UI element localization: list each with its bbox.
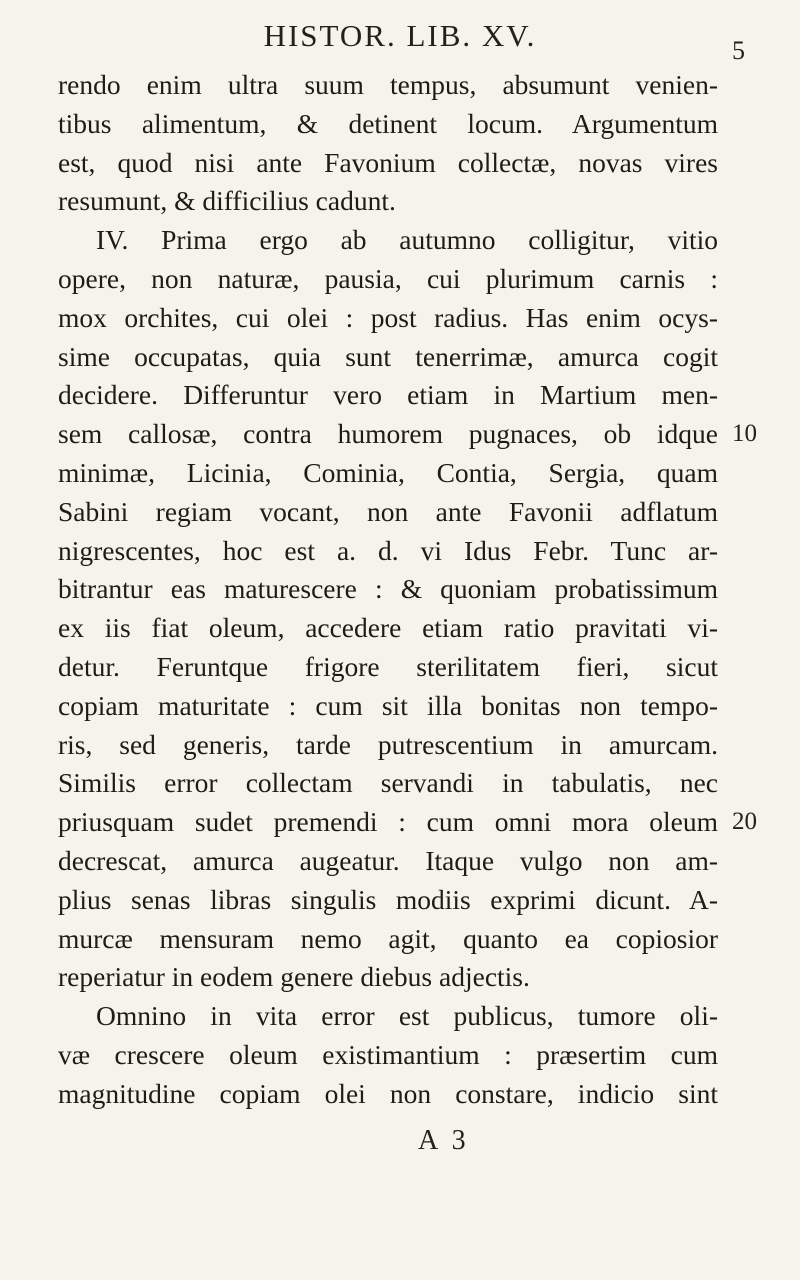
text-line: reperiatur in eodem genere diebus adjectis.: [58, 961, 530, 993]
text-line: est, quod nisi ante Favonium collectæ, novas vires: [58, 146, 718, 178]
margin-line-number: 10: [732, 420, 757, 447]
text-line: copiam maturitate : cum sit illa bonitas non tempo-: [58, 689, 718, 721]
text-line: ris, sed generis, tarde putrescentium in amurcam.: [58, 728, 718, 760]
text-line: Similis error collectam servandi in tabulatis, nec: [58, 767, 718, 799]
text-line: resumunt, & difficilius cadunt.: [58, 185, 396, 217]
text-line: bitrantur eas maturescere : & quoniam probatissimum: [58, 573, 718, 605]
running-title: HISTOR. LIB. XV.: [263, 18, 537, 53]
text-line: magnitudine copiam olei non constare, indicio sint: [58, 1077, 718, 1109]
text-line: Sabini regiam vocant, non ante Favonii adflatum: [58, 495, 718, 527]
text-line: decidere. Differuntur vero etiam in Martium men-: [58, 379, 718, 411]
text-line: ex iis fiat oleum, accedere etiam ratio pravitati vi-: [58, 612, 718, 644]
text-line: detur. Feruntque frigore sterilitatem fieri, sicut: [58, 650, 718, 682]
text-line: murcæ mensuram nemo agit, quanto ea copiosior: [58, 922, 718, 954]
text-line: minimæ, Licinia, Cominia, Contia, Sergia, quam: [58, 456, 718, 488]
text-line: sime occupatas, quia sunt tenerrimæ, amurca cogit: [58, 340, 718, 372]
signature-mark: A 3: [418, 1125, 470, 1156]
text-line: rendo enim ultra suum tempus, absumunt venien-: [58, 69, 718, 100]
text-line: IV. Prima ergo ab autumno colligitur, vitio: [96, 224, 718, 256]
body-text: [58, 66, 718, 1114]
page-number: 5: [732, 36, 745, 65]
text-line: decrescat, amurca augeatur. Itaque vulgo non am-: [58, 844, 718, 876]
text-line: Omnino in vita error est publicus, tumore oli-: [96, 1000, 718, 1032]
margin-line-number: 20: [732, 808, 757, 835]
text-line: opere, non naturæ, pausia, cui plurimum carnis :: [58, 262, 718, 294]
text-line: tibus alimentum, & detinent locum. Argumentum: [58, 107, 718, 139]
text-line: nigrescentes, hoc est a. d. vi Idus Febr. Tunc ar-: [58, 534, 718, 566]
text-line: priusquam sudet premendi : cum omni mora oleum: [58, 806, 718, 838]
text-line: mox orchites, cui olei : post radius. Has enim ocys-: [58, 301, 718, 333]
text-line: væ crescere oleum existimantium : præsertim cum: [58, 1038, 718, 1070]
text-line: sem callosæ, contra humorem pugnaces, ob idque: [58, 418, 718, 450]
text-line: plius senas libras singulis modiis exprimi dicunt. A-: [58, 883, 718, 915]
